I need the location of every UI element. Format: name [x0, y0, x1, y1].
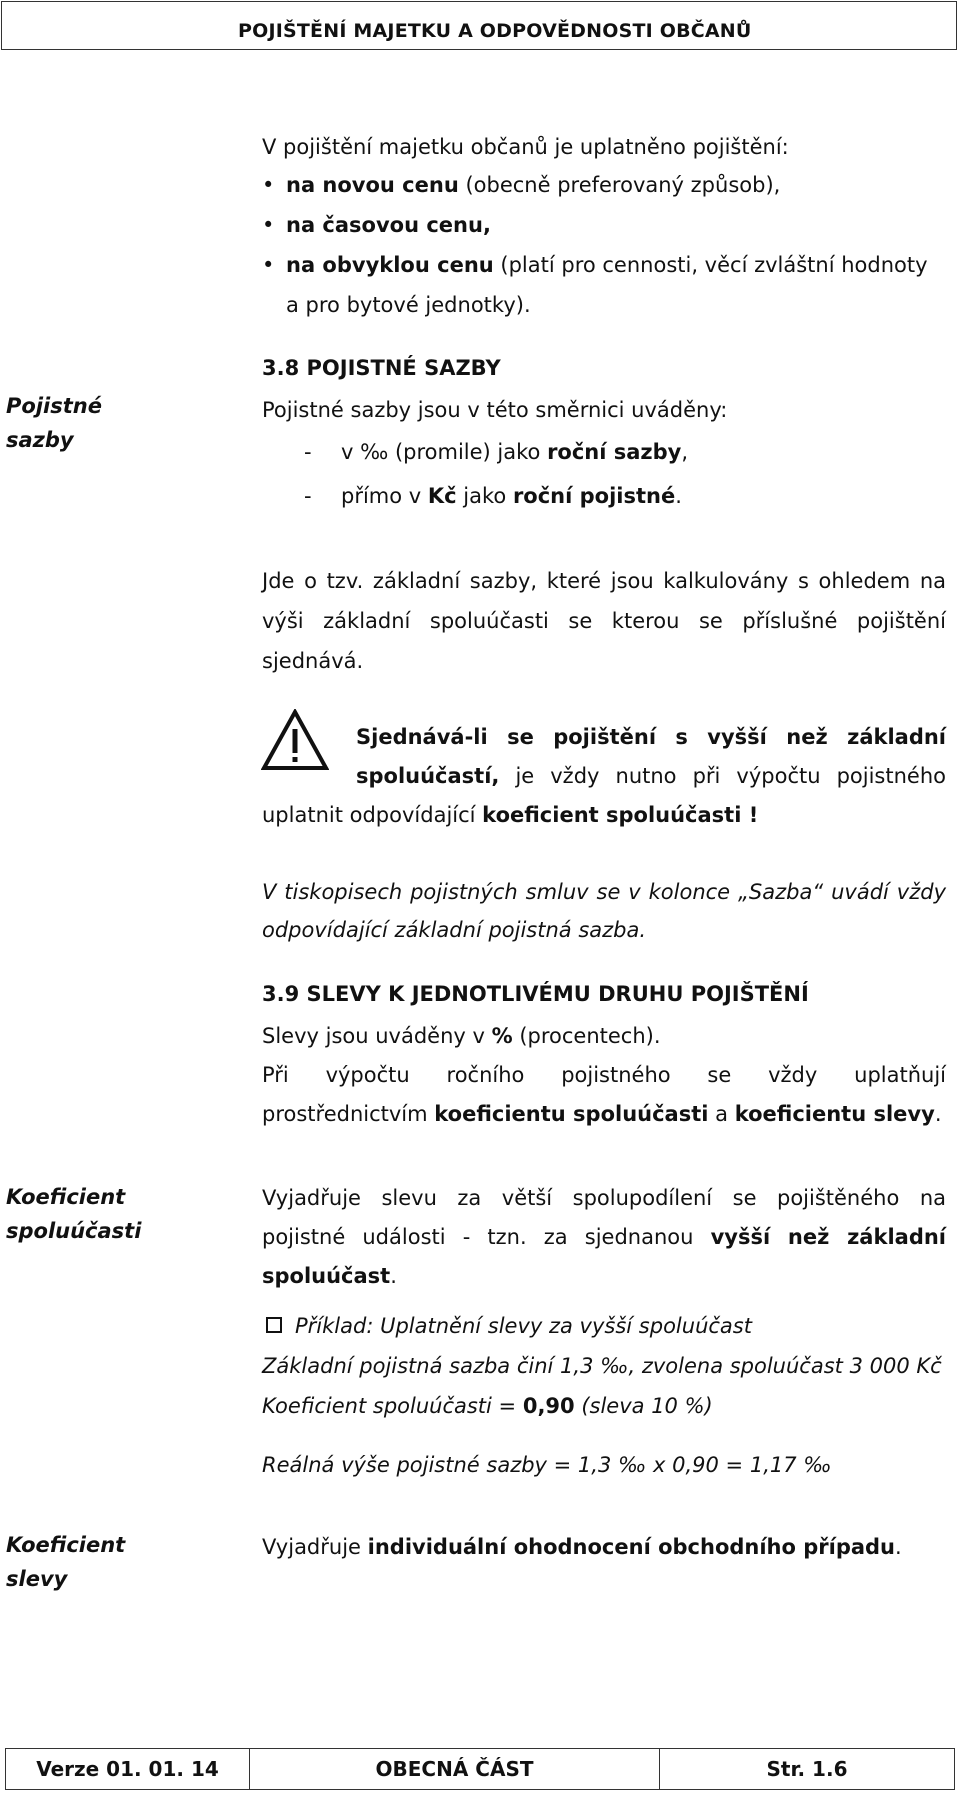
bullet-icon: • — [262, 253, 275, 277]
base-rates-paragraph-line-2: výši základní spoluúčasti se kterou se příslušné pojištění — [262, 609, 946, 633]
page-header — [1, 1, 957, 50]
margin-label-pojistne-sazby: Pojistné sazby — [6, 394, 102, 452]
pricing-item-2: • na časovou cenu, — [262, 213, 491, 237]
footer-section: OBECNÁ ČÁST — [250, 1749, 660, 1789]
section-heading-3-9: 3.9 SLEVY K JEDNOTLIVÉMU DRUHU POJIŠTĚNÍ — [262, 982, 809, 1006]
bullet-icon: • — [262, 213, 275, 237]
checkbox-icon — [266, 1317, 282, 1333]
example-line-2: Koeficient spoluúčasti = 0,90 (sleva 10 %) — [262, 1394, 713, 1418]
example-line-1: Základní pojistná sazba činí 1,3 ‰, zvolena spoluúčast 3 000 Kč — [262, 1354, 942, 1378]
footer-version: Verze 01. 01. 14 — [6, 1749, 250, 1789]
example-line-3: Reálná výše pojistné sazby = 1,3 ‰ x 0,90 = 1,17 ‰ — [262, 1453, 832, 1477]
coinsurance-line-1: Vyjadřuje slevu za větší spolupodílení se pojištěného na — [262, 1186, 946, 1210]
rates-intro: Pojistné sazby jsou v této směrnici uváděny: — [262, 398, 728, 422]
pricing-item-3-continuation: a pro bytové jednotky). — [286, 293, 531, 317]
coinsurance-line-2: pojistné události - tzn. za sjednanou vyšší než základní — [262, 1225, 946, 1249]
pricing-item-1: • na novou cenu (obecně preferovaný způsob), — [262, 173, 781, 197]
coinsurance-line-3: spoluúčast. — [262, 1264, 397, 1288]
dash-bullet: - — [304, 484, 312, 508]
pricing-intro: V pojištění majetku občanů je uplatněno pojištění: — [262, 135, 789, 159]
base-rates-paragraph-line-3: sjednává. — [262, 649, 364, 673]
pricing-item-3: • na obvyklou cenu (platí pro cennosti, věcí zvláštní hodnoty — [262, 253, 928, 277]
base-rates-paragraph-line-1: Jde o tzv. základní sazby, které jsou kalkulovány s ohledem na — [262, 569, 946, 593]
warning-line-1: Sjednává-li se pojištění s vyšší než základní — [356, 725, 946, 749]
warning-line-3: uplatnit odpovídající koeficient spoluúčasti ! — [262, 803, 759, 827]
page-title: POJIŠTĚNÍ MAJETKU A ODPOVĚDNOSTI OBČANŮ — [238, 20, 752, 42]
discounts-line-1: Slevy jsou uváděny v % (procentech). — [262, 1024, 661, 1048]
rates-item-promile: v ‰ (promile) jako roční sazby, — [341, 440, 689, 464]
example-title: Příklad: Uplatnění slevy za vyšší spoluúčast — [295, 1314, 752, 1338]
warning-icon — [261, 709, 329, 771]
footer-page-number: Str. 1.6 — [766, 1757, 848, 1781]
rates-item-kc: přímo v Kč jako roční pojistné. — [341, 484, 682, 508]
forms-note-line-2: odpovídající základní pojistná sazba. — [262, 918, 647, 942]
discounts-line-3: prostřednictvím koeficientu spoluúčasti a koeficientu slevy. — [262, 1102, 942, 1126]
discount-coefficient-line: Vyjadřuje individuální ohodnocení obchodního případu. — [262, 1535, 902, 1559]
section-heading-3-8: 3.8 POJISTNÉ SAZBY — [262, 356, 501, 380]
margin-label-koeficient-slevy: Koeficient slevy — [6, 1533, 126, 1591]
forms-note-line-1: V tiskopisech pojistných smluv se v kolonce „Sazba“ uvádí vždy — [262, 880, 946, 904]
bullet-icon: • — [262, 173, 275, 197]
margin-label-koeficient-spoluucasti: Koeficient spoluúčasti — [6, 1185, 142, 1243]
page-footer — [5, 1748, 955, 1790]
dash-bullet: - — [304, 440, 312, 464]
warning-line-2: spoluúčastí, je vždy nutno při výpočtu pojistného — [356, 764, 946, 788]
discounts-line-2: Při výpočtu ročního pojistného se vždy uplatňují — [262, 1063, 946, 1087]
